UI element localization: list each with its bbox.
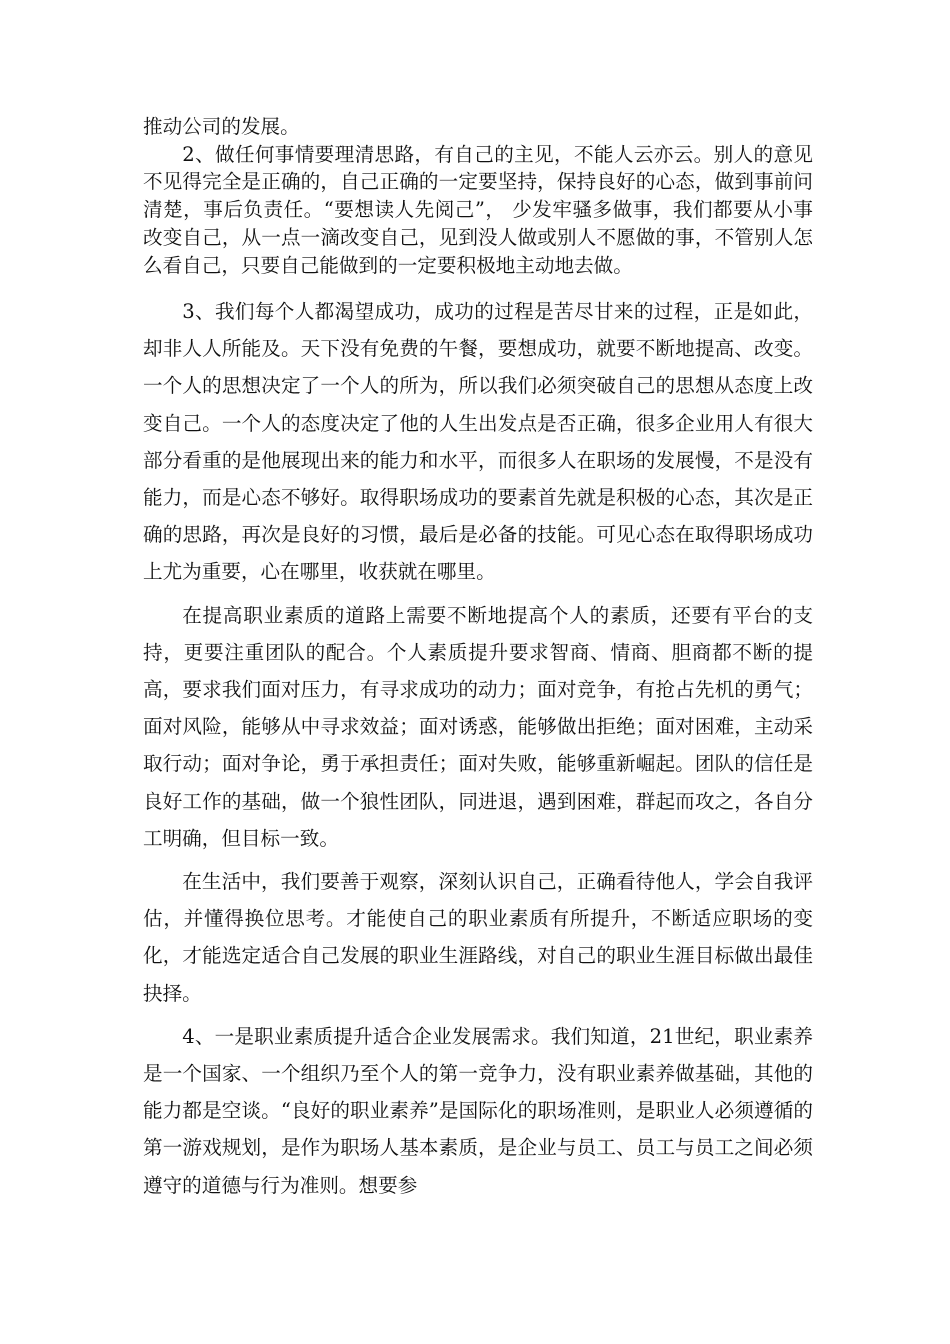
paragraph-1-continuation: 推动公司的发展。 bbox=[143, 115, 300, 138]
paragraph-6: 4、一是职业素质提升适合企业发展需求。我们知道，21世纪，职业素养是一个国家、一个组织乃至个人的第一竞争力，没有职业素养做基础，其他的能力都是空谈。“良好的职业素养”是国际化的职场准则，是职业人必须遵循的第一游戏规划，是作为职场人基本素质，是企业与员工、员工与员工之间必须遵守的道德与行为准则。想要参 bbox=[143, 1024, 813, 1197]
paragraph-4: 在提高职业素质的道路上需要不断地提高个人的素质，还要有平台的支持，更要注重团队的配合。个人素质提升要求智商、情商、胆商都不断的提高，要求我们面对压力，有寻求成功的动力；面对竞争，有抢占先机的勇气；面对风险，能够从中寻求效益；面对诱惑，能够做出拒绝；面对困难，主动采取行动；面对争论，勇于承担责任；面对失败，能够重新崛起。团队的信任是良好工作的基础，做一个狼性团队，同进退，遇到困难，群起而攻之，各自分工明确，但目标一致。 bbox=[143, 603, 813, 850]
loose-text-section bbox=[143, 293, 813, 1204]
paragraph-5: 在生活中，我们要善于观察，深刻认识自己，正确看待他人，学会自我评估，并懂得换位思考。才能使自己的职业素质有所提升，不断适应职场的变化，才能选定适合自己发展的职业生涯路线，对自己的职业生涯目标做出最佳抉择。 bbox=[143, 870, 813, 1005]
paragraph-3: 3、我们每个人都渴望成功，成功的过程是苦尽甘来的过程，正是如此，却非人人所能及。天下没有免费的午餐，要想成功，就要不断地提高、改变。一个人的思想决定了一个人的所为，所以我们必须突破自己的思想从态度上改变自己。一个人的态度决定了他的人生出发点是否正确，很多企业用人有很大部分看重的是他展现出来的能力和水平，而很多人在职场的发展慢，不是没有能力，而是心态不够好。取得职场成功的要素首先就是积极的心态，其次是正确的思路，再次是良好的习惯，最后是必备的技能。可见心态在取得职场成功上尤为重要，心在哪里，收获就在哪里。 bbox=[143, 300, 813, 584]
paragraph-2: 2、做任何事情要理清思路，有自己的主见，不能人云亦云。别人的意见不见得完全是正确的，自己正确的一定要坚持，保持良好的心态，做到事前问清楚，事后负责任。“要想读人先阅己”， 少发牢骚多做事，我们都要从小事改变自己，从一点一滴改变自己，见到没人做或别人不愿做的事，不管别人怎么看自己，只要自己能做到的一定要积极地主动地去做。 bbox=[143, 142, 813, 277]
dense-text-section bbox=[143, 113, 813, 279]
